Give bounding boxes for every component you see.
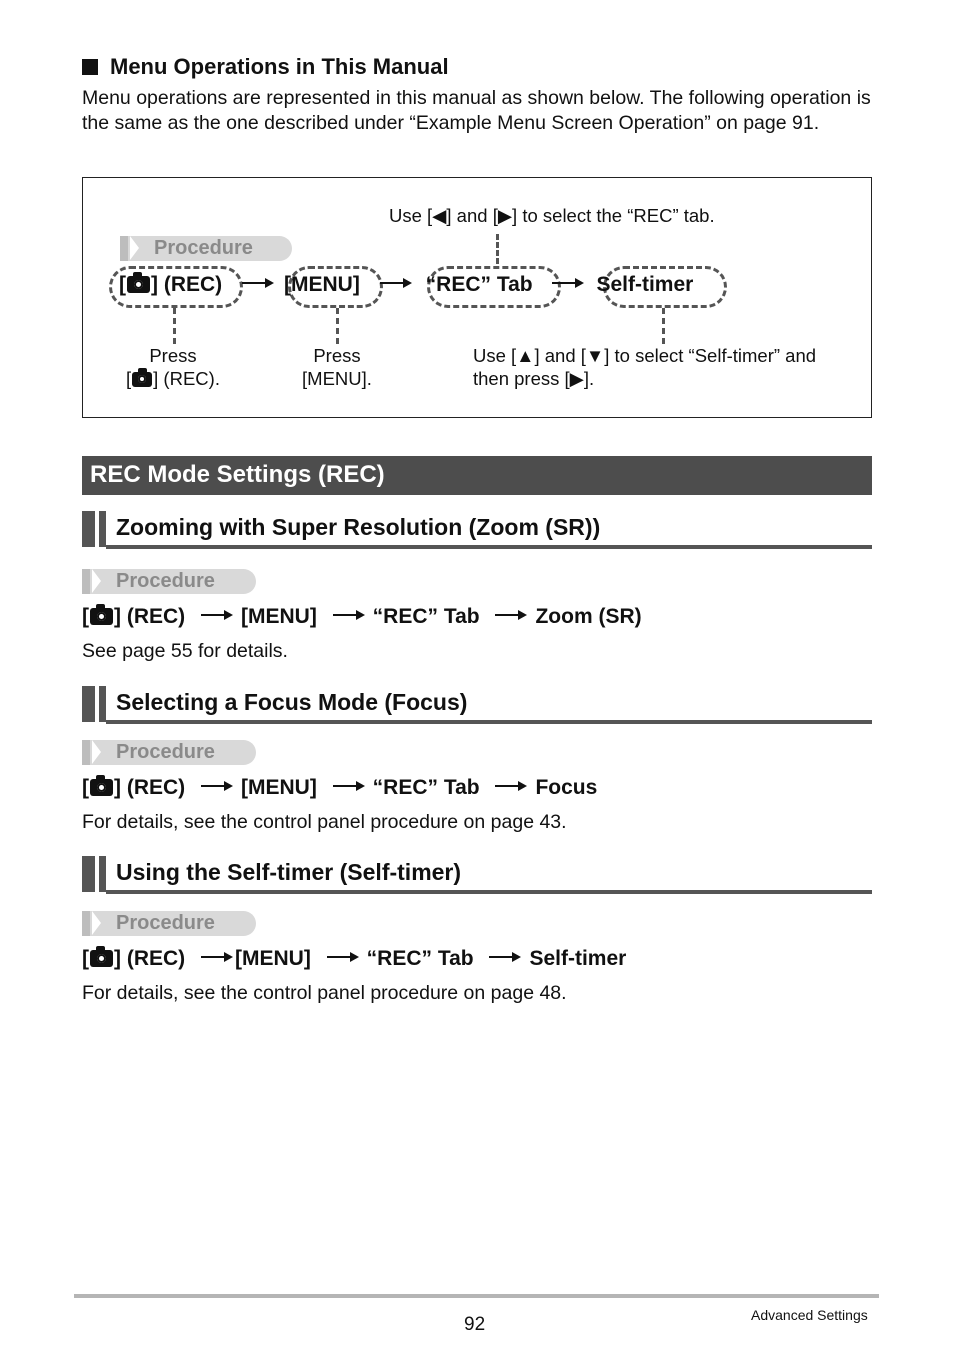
right-arrow-icon: [201, 614, 231, 616]
square-bullet-icon: [82, 59, 98, 75]
subsection-header-focus: [82, 686, 872, 726]
subsection-title: Using the Self-timer (Self-timer): [116, 859, 462, 885]
procedure-sequence-self-timer: [ ] (REC) [MENU] “REC” Tab Self-timer: [82, 947, 627, 970]
procedure-sequence-zoom-sr: [ ] (REC) [MENU] “REC” Tab Zoom (SR): [82, 605, 642, 628]
note-press-rec: Press [ ] (REC).: [126, 345, 220, 389]
rec-bracket-open: [: [119, 273, 126, 296]
right-arrow-icon: [495, 614, 525, 616]
right-arrow-icon: [327, 956, 357, 958]
procedure-sequence-focus: [ ] (REC) [MENU] “REC” Tab Focus: [82, 776, 598, 799]
example-diagram-box: [82, 177, 872, 418]
page-number: 92: [464, 1314, 486, 1335]
right-arrow-icon: [489, 956, 519, 958]
section-banner: REC Mode Settings (REC): [82, 456, 872, 495]
subsection-header-zoom-sr: [82, 511, 872, 551]
right-arrow-icon: [201, 956, 231, 958]
connector-line-rec-tab: [496, 234, 499, 264]
procedure-label-text: Procedure: [154, 237, 253, 259]
procedure-label: [120, 236, 292, 261]
subsection-title: Selecting a Focus Mode (Focus): [116, 689, 468, 715]
step-rec: ] (REC): [151, 273, 223, 296]
footer-section-name: Advanced Settings: [751, 1307, 868, 1323]
right-arrow-icon: [201, 785, 231, 787]
top-note: Use [◀] and [▶] to select the “REC” tab.: [389, 205, 715, 226]
footer-divider: [74, 1294, 879, 1298]
procedure-label: Procedure: [82, 911, 256, 936]
subsection-title: Zooming with Super Resolution (Zoom (SR)): [116, 514, 601, 540]
step-self-timer: Self-timer: [596, 273, 694, 296]
procedure-label: Procedure: [82, 569, 256, 594]
right-arrow-icon: [242, 282, 272, 284]
detail-text-self-timer: For details, see the control panel procedure on page 48.: [82, 982, 567, 1004]
intro-title: [82, 54, 449, 80]
detail-text-focus: For details, see the control panel procedure on page 43.: [82, 811, 567, 833]
connector-line-rec: [173, 308, 176, 344]
camera-icon: [90, 950, 113, 967]
connector-line-menu: [336, 308, 339, 344]
camera-icon: [127, 276, 150, 293]
step-menu: [MENU]: [284, 273, 360, 296]
example-sequence: [119, 273, 693, 297]
intro-title-text: Menu Operations in This Manual: [110, 54, 449, 79]
right-arrow-icon: [495, 785, 525, 787]
right-arrow-icon: [552, 282, 582, 284]
step-rec-tab: “REC” Tab: [425, 273, 533, 296]
detail-text-zoom-sr: See page 55 for details.: [82, 640, 288, 662]
right-arrow-icon: [333, 785, 363, 787]
note-press-menu: Press [MENU].: [302, 345, 372, 389]
procedure-label: Procedure: [82, 740, 256, 765]
camera-icon: [90, 779, 113, 796]
note-select-self-timer: Use [▲] and [▼] to select “Self-timer” and then press [▶].: [473, 345, 817, 389]
subsection-header-self-timer: [82, 856, 872, 896]
intro-paragraph: Menu operations are represented in this manual as shown below. The following operation is the same as the one described under “Example Menu Screen Operation” on page 91.: [82, 87, 871, 134]
right-arrow-icon: [333, 614, 363, 616]
camera-icon: [132, 372, 152, 387]
connector-line-self-timer: [662, 308, 665, 344]
right-arrow-icon: [380, 282, 410, 284]
camera-icon: [90, 608, 113, 625]
